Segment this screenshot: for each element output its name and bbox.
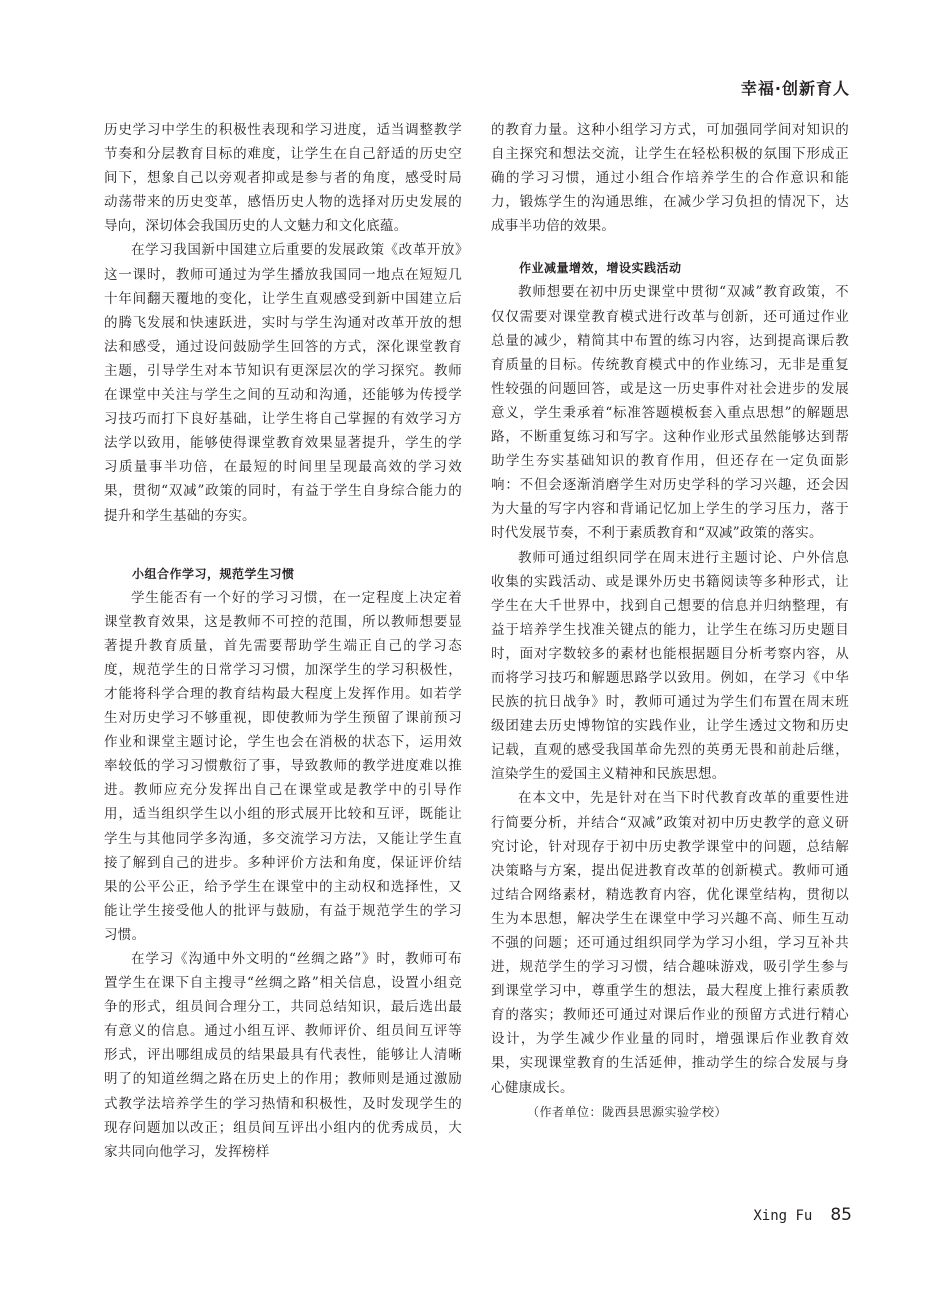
right-column bbox=[491, 118, 849, 1124]
right-paragraph-2: 教师想要在初中历史课堂中贯彻“双减”教育政策，不仅仅需要对课堂教育模式进行改革与创新，还可通过作业总量的减少，精简其中布置的练习内容，达到提高课后教育质量的目标。传统教育模式中的作业练习，无非是重复性较强的问题回答，或是这一历史事件对社会进步的发展意义，学生秉承着“标准答题模板套入重点思想”的解题思路，不断重复练习和写字。这种作业形式虽然能够达到帮助学生夯实基础知识的教育作用，但还存在一定负面影响：不但会逐渐消磨学生对历史学科的学习兴趣，还会因为大量的写字内容和背诵记忆加上学生的学习压力，落于时代发展节奏，不利于素质教育和“双减”政策的落实。 bbox=[491, 284, 849, 542]
right-paragraph-3: 教师可通过组织同学在周末进行主题讨论、户外信息收集的实践活动、或是课外历史书籍阅读等多种形式，让学生在大千世界中，找到自己想要的信息并归纳整理，有益于培养学生找准关键点的能力，让学生在练习历史题目时，面对字数较多的素材也能根据题目分析考察内容，从而将学习技巧和解题思路学以致用。例如，在学习《中华民族的抗日战争》时，教师可通过为学生们布置在周末班级团建去历史博物馆的实践作业，让学生透过文物和历史记载，直观的感受我国革命先烈的英勇无畏和前赴后继，渲染学生的爱国主义精神和民族思想。 bbox=[491, 549, 849, 783]
running-title: 幸福·创新育人 bbox=[740, 79, 850, 98]
left-paragraph-3: 学生能否有一个好的学习习惯，在一定程度上决定着课堂教育效果，这是教师不可控的范围，所以教师想要显著提升教育质量，首先需要帮助学生端正自己的学习态度，规范学生的日常学习习惯，加深学生的学习积极性，才能将科学合理的教育结构最大程度上发挥作用。如若学生对历史学习不够重视，即使教师为学生预留了课前预习作业和课堂主题讨论，学生也会在消极的状态下，运用效率较低的学习习惯敷衍了事，导致教师的教学进度难以推进。教师应充分发挥出自己在课堂或是教学中的引导作用，适当组织学生以小组的形式展开比较和互评，既能让学生与其他同学多沟通，多交流学习方法，又能让学生直接了解到自己的进步。多种评价方法和角度，保证评价结果的公平公正，给予学生在课堂中的主动权和选择性，又能让学生接受他人的批评与鼓励，有益于规范学生的学习习惯。 bbox=[104, 589, 462, 943]
left-paragraph-2: 在学习我国新中国建立后重要的发展政策《改革开放》这一课时，教师可通过为学生播放我国同一地点在短短几十年间翻天覆地的变化，让学生直观感受到新中国建立后的腾飞发展和快速跃进，实时与学生沟通对改革开放的想法和感受，通过设问鼓励学生回答的方式，深化课堂教育主题，引导学生对本节知识有更深层次的学习探究。教师在课堂中关注与学生之间的互动和沟通，还能够为传授学习技巧而打下良好基础，让学生将自己掌握的有效学习方法学以致用，能够使得课堂教育效果显著提升，学生的学习质量事半功倍，在最短的时间里呈现最高效的学习效果，贯彻“双减”政策的同时，有益于学生自身综合能力的提升和学生基础的夯实。 bbox=[104, 242, 462, 524]
right-paragraph-4: 在本文中，先是针对在当下时代教育改革的重要性进行简要分析，并结合“双减”政策对初中历史教学的意义研究讨论，针对现存于初中历史教学课堂中的问题，总结解决策略与方案，提出促进教育改革的创新模式。教师可通过结合网络素材，精选教育内容，优化课堂结构，贯彻以生为本思想，解决学生在课堂中学习兴趣不高、师生互动不强的问题；还可通过组织同学为学习小组，学习互补共进，规范学生的学习习惯，结合趣味游戏，吸引学生参与到课堂学习中，尊重学生的想法，最大程度上推行素质教育的落实；教师还可通过对课后作业的预留方式进行精心设计，为学生减少作业量的同时，增强课后作业教育效果，实现课堂教育的生活延伸，推动学生的综合发展与身心健康成长。 bbox=[491, 790, 849, 1096]
left-paragraph-4: 在学习《沟通中外文明的“丝绸之路”》时，教师可布置学生在课下自主搜寻“丝绸之路”相关信息，设置小组竞争的形式，组员间合理分工，共同总结知识，最后选出最有意义的信息。通过小组互评、教师评价、组员间互评等形式，评出哪组成员的结果最具有代表性，能够让人清晰明了的知道丝绸之路在历史上的作用；教师则是通过激励式教学法培养学生的学习热情和积极性，及时发现学生的现存问题加以改正；组员间互评出小组内的优秀成员，大家共同向他学习，发挥榜样 bbox=[104, 951, 462, 1160]
section-gap bbox=[491, 238, 849, 256]
section-gap bbox=[104, 528, 462, 562]
section-heading-homework: 作业减量增效，增设实践活动 bbox=[519, 261, 682, 276]
left-column bbox=[104, 118, 462, 1164]
page-number: 85 bbox=[830, 1205, 852, 1225]
page-footer bbox=[753, 1205, 852, 1225]
left-paragraph-1: 历史学习中学生的积极性表现和学习进度，适当调整教学节奏和分层教育目标的难度，让学生在自己舒适的历史空间下，想象自己以旁观者抑或是参与者的角度，感受时局动荡带来的历史变革，感悟历史人物的选择对历史发展的导向，深切体会我国历史的人文魅力和文化底蕴。 bbox=[104, 122, 462, 235]
right-paragraph-1: 的教育力量。这种小组学习方式，可加强同学间对知识的自主探究和想法交流，让学生在轻松积极的氛围下形成正确的学习习惯，通过小组合作培养学生的合作意识和能力，锻炼学生的沟通思维，在减少学习负担的情况下，达成事半功倍的效果。 bbox=[491, 122, 849, 235]
author-affiliation: （作者单位：陇西县思源实验学校） bbox=[527, 1104, 728, 1119]
section-heading-group-study: 小组合作学习，规范学生习惯 bbox=[132, 566, 295, 581]
magazine-name: Xing Fu bbox=[753, 1208, 813, 1224]
